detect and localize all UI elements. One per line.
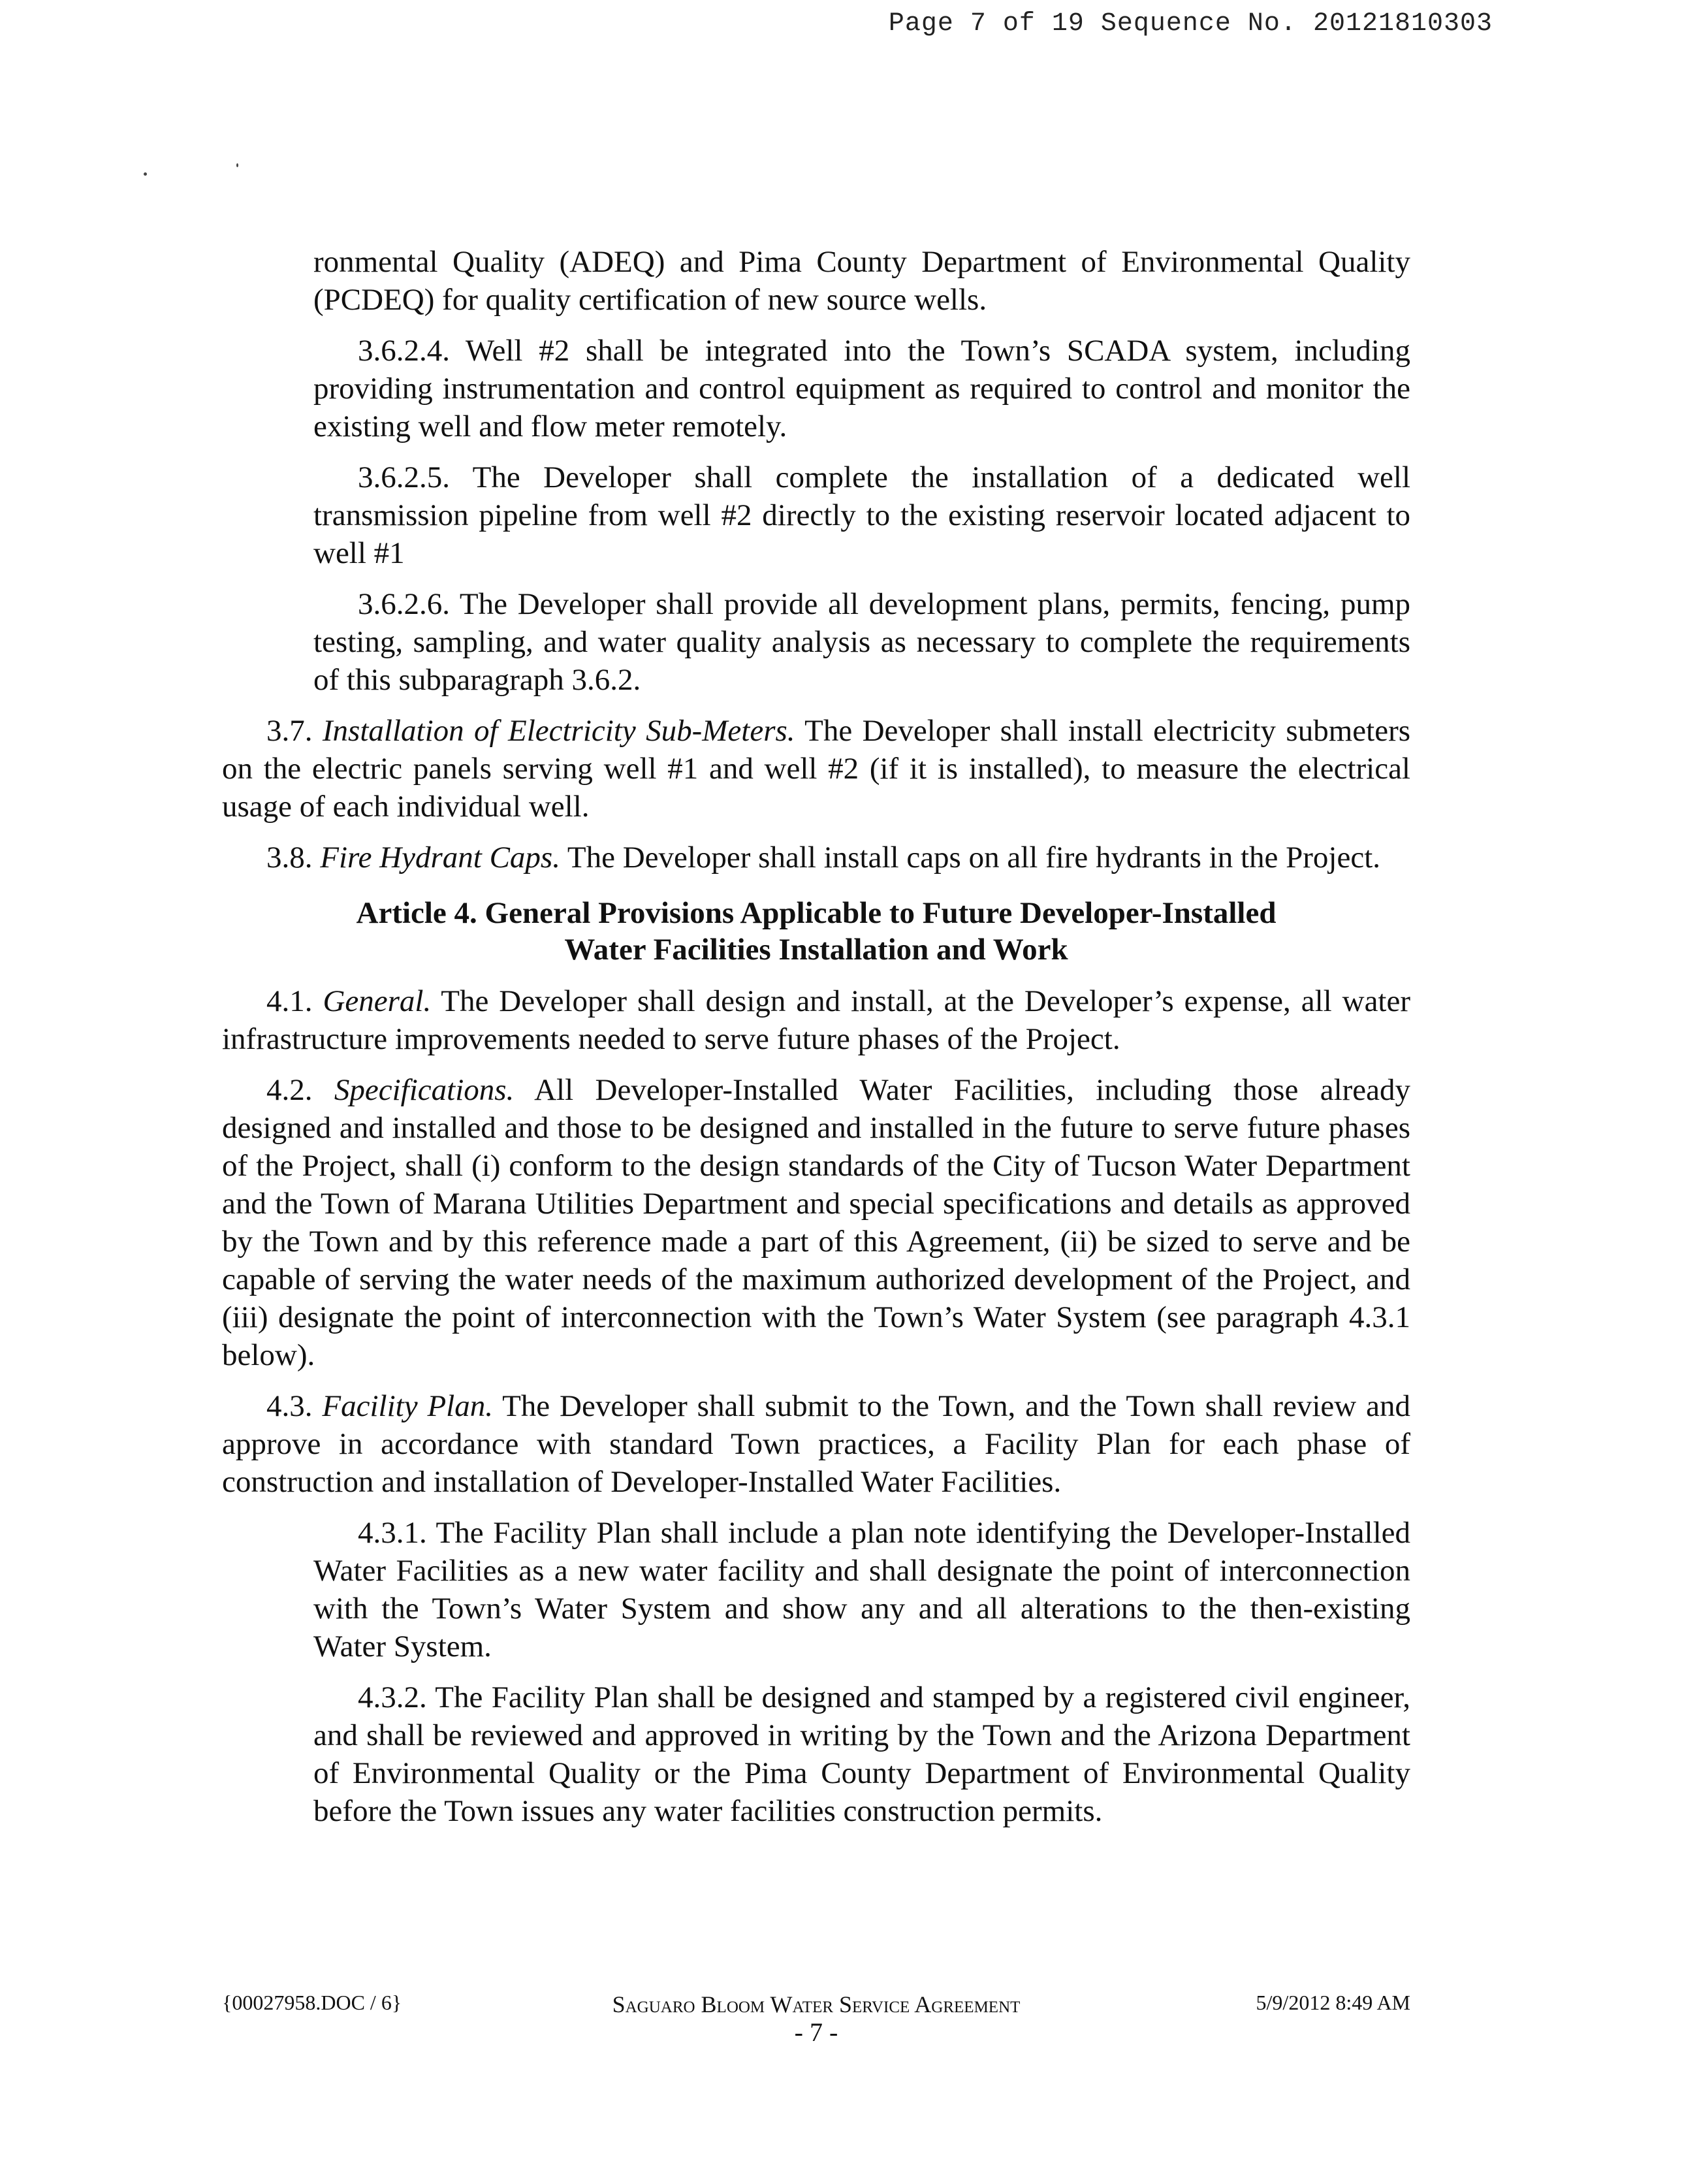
- section-4-1: [222, 982, 1410, 1058]
- article-heading-line-1: Article 4. General Provisions Applicable to Future Developer-Installed: [356, 896, 1277, 930]
- paragraph-continuation: ronmental Quality (ADEQ) and Pima County Department of Environmental Quality (PCDEQ) for quality certification of new source wells.: [313, 245, 1410, 317]
- section-4-3: [222, 1387, 1410, 1501]
- footer-page-number: - 7 -: [794, 2017, 838, 2047]
- paragraph-3-6-2-6: 3.6.2.6. The Developer shall provide all development plans, permits, fencing, pump testing, sampling, and water quality analysis as necessary to complete the requirements of this subparagraph 3.6.2.: [313, 587, 1410, 697]
- section-title: Specifications.: [334, 1073, 515, 1107]
- footer-doc-id: {00027958.DOC / 6}: [222, 1991, 402, 2014]
- scan-speck: [236, 163, 238, 167]
- section-4-2: [222, 1071, 1410, 1374]
- section-title: General.: [323, 984, 432, 1018]
- page-footer: [222, 1991, 1410, 2063]
- section-title: Facility Plan.: [322, 1389, 493, 1423]
- paragraph-4-3-2: 4.3.2. The Facility Plan shall be designed and stamped by a registered civil engineer, and shall be reviewed and approved in writing by the Town and the Arizona Department of Environmental Quality or the Pima County Department of Environmental Quality before the Town issues any water facilities construction permits.: [313, 1680, 1410, 1828]
- section-number: 4.3.: [266, 1389, 313, 1423]
- sequence-stamp: Page 7 of 19 Sequence No. 20121810303: [888, 9, 1493, 39]
- section-text: The Developer shall design and install, at the Developer’s expense, all water infrastructure improvements needed to serve future phases of the Project.: [222, 984, 1410, 1056]
- footer-title: Saguaro Bloom Water Service Agreement: [612, 1991, 1021, 2017]
- section-number: 3.8.: [266, 841, 313, 875]
- scan-speck: [144, 172, 147, 176]
- section-number: 3.7.: [266, 714, 313, 748]
- section-title: Fire Hydrant Caps.: [320, 841, 560, 875]
- section-text: The Developer shall install electricity submeters on the electric panels serving well #1 and well #2 (if it is installed), to measure the electrical usage of each individual well.: [222, 714, 1411, 824]
- section-text: The Developer shall install caps on all fire hydrants in the Project.: [567, 841, 1381, 875]
- section-text: The Developer shall submit to the Town, and the Town shall review and approve in accordance with standard Town practices, a Facility Plan for each phase of construction and installation of Developer-Installed Water Facilities.: [222, 1389, 1410, 1499]
- paragraph-3-6-2-4: 3.6.2.4. Well #2 shall be integrated into the Town’s SCADA system, including providing instrumentation and control equipment as required to control and monitor the existing well and flow meter remotely.: [313, 334, 1410, 443]
- paragraph-4-3-1: 4.3.1. The Facility Plan shall include a plan note identifying the Developer-Installed Water Facilities as a new water facility and shall designate the point of interconnection with the Town’s Water System and show any and all alterations to the then-existing Water System.: [313, 1516, 1410, 1663]
- section-number: 4.1.: [266, 984, 313, 1018]
- paragraph-3-6-2-5: 3.6.2.5. The Developer shall complete the installation of a dedicated well transmission pipeline from well #2 directly to the existing reservoir located adjacent to well #1: [313, 460, 1410, 570]
- section-number: 4.2.: [266, 1073, 313, 1107]
- article-heading-line-2: Water Facilities Installation and Work: [564, 933, 1068, 967]
- page-body: [222, 243, 1410, 1843]
- section-title: Installation of Electricity Sub-Meters.: [322, 714, 795, 748]
- footer-timestamp: 5/9/2012 8:49 AM: [1256, 1991, 1410, 2014]
- section-3-8: [222, 839, 1410, 876]
- section-text: All Developer-Installed Water Facilities, including those already designed and installed and those to be designed and installed in the future to serve future phases of the Project, shall (i) conform to the design standards of the City of Tucson Water Department and the Town of Marana Utilities Department and special specifications and details as approved by the Town and by this reference made a part of this Agreement, (ii) be sized to serve and be capable of serving the water needs of the maximum authorized development of the Project, and (iii) designate the point of interconnection with the Town’s Water System (see paragraph 4.3.1 below).: [222, 1073, 1411, 1372]
- section-3-7: [222, 712, 1410, 826]
- article-4-heading: [222, 895, 1410, 968]
